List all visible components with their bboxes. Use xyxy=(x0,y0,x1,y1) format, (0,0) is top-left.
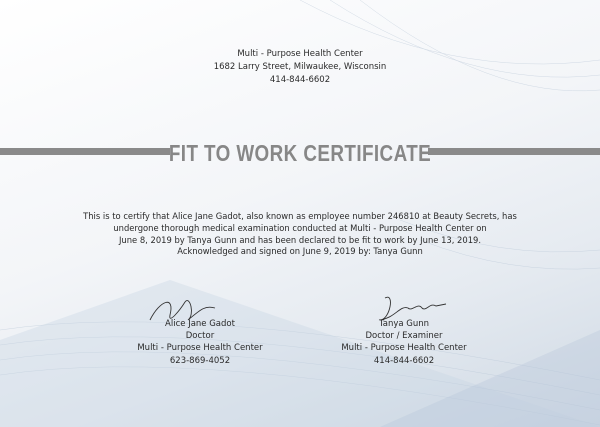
signatory-role: Doctor / Examiner xyxy=(365,331,443,342)
signatory-phone: 414-844-6602 xyxy=(373,355,435,366)
title-banner xyxy=(0,140,600,166)
issuer-name: Multi - Purpose Health Center xyxy=(237,49,363,59)
certificate-body xyxy=(60,211,540,258)
signatory-name: Alice Jane Gadot xyxy=(165,319,235,329)
body-line: undergone thorough medical examination conducted at Multi - Purpose Health Center on xyxy=(113,222,487,233)
issuer-phone: 414-844-6602 xyxy=(269,75,331,85)
signatory-org: Multi - Purpose Health Center xyxy=(137,343,263,354)
signatory-phone: 623-869-4052 xyxy=(169,355,231,366)
issuer-header xyxy=(0,48,600,87)
signatory-name: Tanya Gunn xyxy=(378,319,430,329)
certificate-title: FIT TO WORK CERTIFICATE xyxy=(168,140,432,166)
issuer-address: 1682 Larry Street, Milwaukee, Wisconsin xyxy=(213,62,387,72)
signatory-role: Doctor xyxy=(185,331,215,342)
signatory-org: Multi - Purpose Health Center xyxy=(341,343,467,354)
signatory-block xyxy=(100,318,300,367)
body-line: Acknowledged and signed on June 9, 2019 by: Tanya Gunn xyxy=(177,246,423,257)
signatory-block xyxy=(304,318,504,367)
body-line: This is to certify that Alice Jane Gadot, also known as employee number 246810 at Beauty Secrets, has xyxy=(83,211,517,221)
body-line: June 8, 2019 by Tanya Gunn and has been declared to be fit to work by June 13, 2019. xyxy=(118,234,482,245)
